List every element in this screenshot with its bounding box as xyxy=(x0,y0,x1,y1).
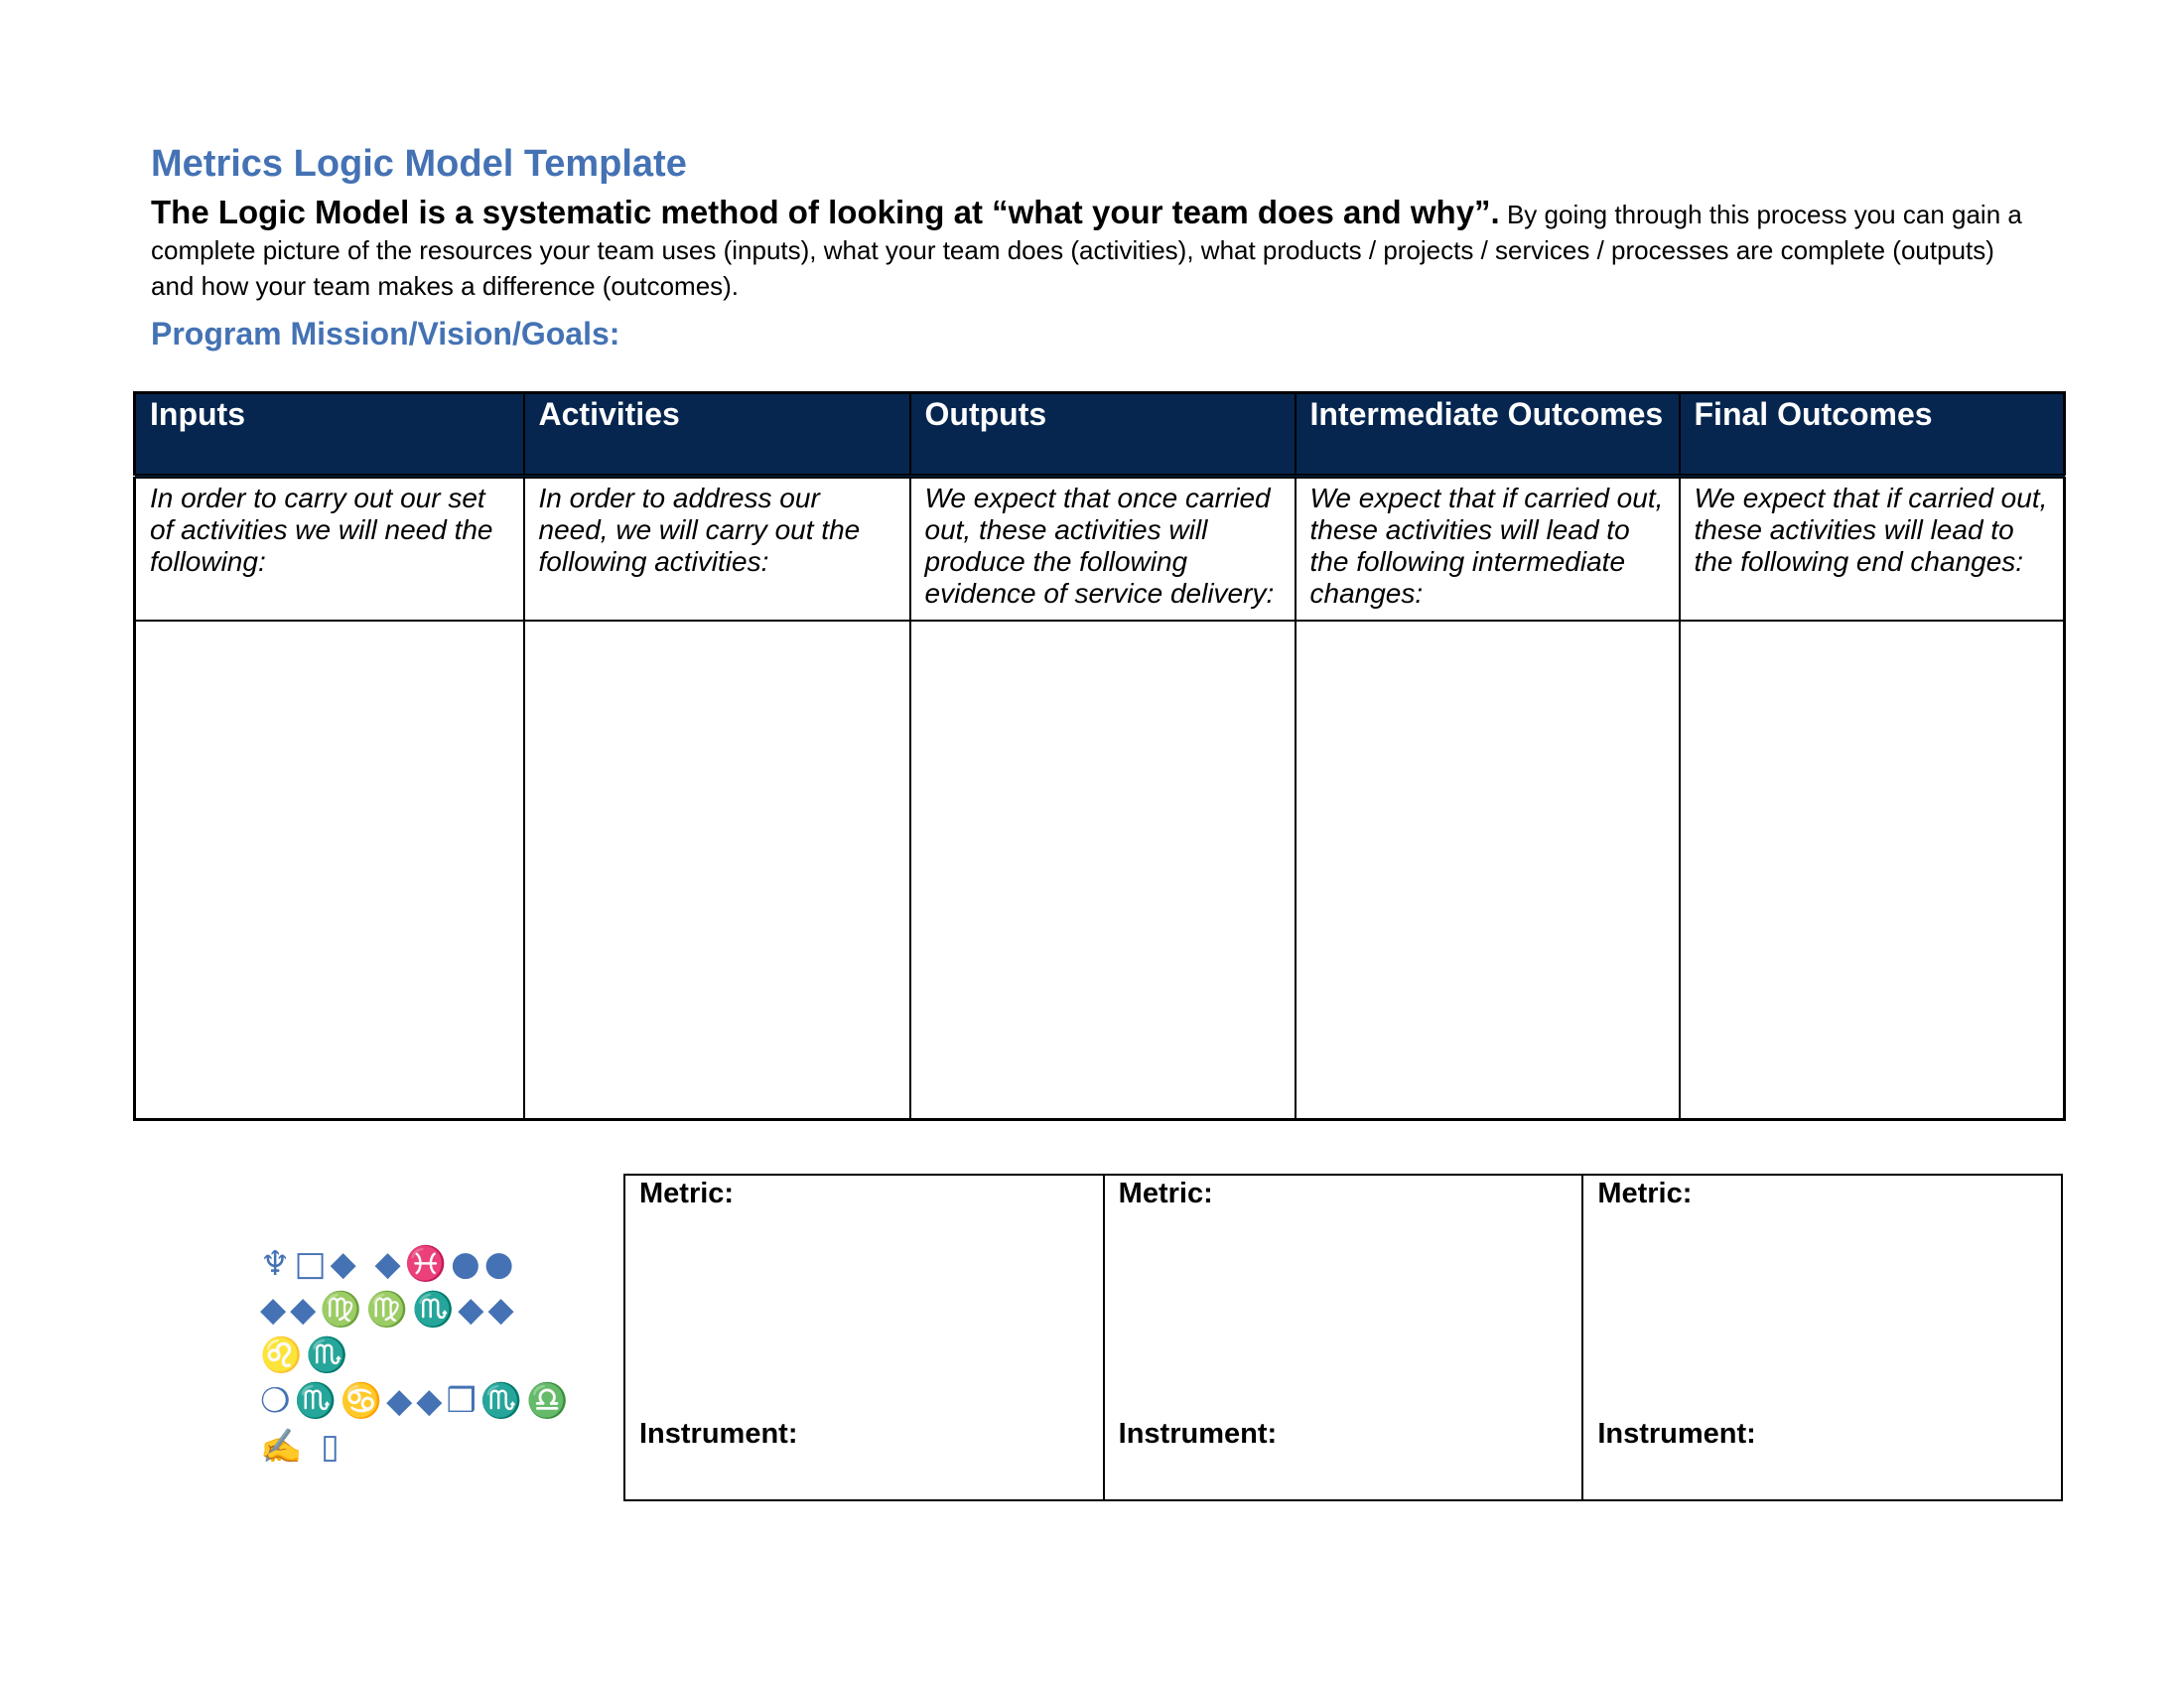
entry-cell-inputs[interactable] xyxy=(135,621,524,1120)
metric-label: Metric: xyxy=(1597,1178,1693,1209)
instrument-label: Instrument: xyxy=(639,1418,798,1450)
description-intermediate-outcomes: We expect that if carried out, these activities will lead to the following intermediate changes: xyxy=(1296,477,1680,622)
header-final-outcomes: Final Outcomes xyxy=(1680,393,2065,477)
logic-description-row xyxy=(135,477,2065,622)
description-activities: In order to address our need, we will carry out the following activities: xyxy=(524,477,910,622)
instrument-label: Instrument: xyxy=(1118,1418,1278,1450)
header-outputs: Outputs xyxy=(910,393,1296,477)
logic-model-table xyxy=(133,391,2066,1121)
metrics-table xyxy=(623,1174,2063,1501)
description-final-outcomes: We expect that if carried out, these activities will lead to the following end changes: xyxy=(1680,477,2065,622)
description-outputs: We expect that once carried out, these activities will produce the following evidence of service delivery: xyxy=(910,477,1296,622)
entry-cell-activities[interactable] xyxy=(524,621,910,1120)
header-inputs: Inputs xyxy=(135,393,524,477)
logic-entry-row xyxy=(135,621,2065,1120)
entry-cell-outputs[interactable] xyxy=(910,621,1296,1120)
header-activities: Activities xyxy=(524,393,910,477)
entry-cell-final-outcomes[interactable] xyxy=(1680,621,2065,1120)
metric-cell-3[interactable] xyxy=(1582,1175,2062,1500)
metric-label: Metric: xyxy=(639,1178,735,1209)
logic-header-row xyxy=(135,393,2065,477)
header-intermediate-outcomes: Intermediate Outcomes xyxy=(1296,393,1680,477)
intro-body: By going through this process you can gain a complete picture of the resources your team uses (inputs), what your team does (activities), what products / projects / services / processes are complete (outputs) and how your team makes a difference (outcomes). xyxy=(151,200,2022,301)
intro-paragraph xyxy=(151,195,2037,304)
wingdings-glyph-text-icon: ♆□◆ ◆♓●● ◆◆♍♍♏◆◆ ♌♏ ❍♏♋◆◆❒♏♎ ✍ ▯ xyxy=(260,1244,573,1467)
metric-label: Metric: xyxy=(1118,1178,1213,1209)
program-goals-heading: Program Mission/Vision/Goals: xyxy=(151,316,620,352)
description-inputs: In order to carry out our set of activities we will need the following: xyxy=(135,477,524,622)
page-title: Metrics Logic Model Template xyxy=(151,143,687,185)
metric-cell-2[interactable] xyxy=(1104,1175,1583,1500)
metrics-row xyxy=(624,1175,2062,1500)
intro-lead: The Logic Model is a systematic method of looking at “what your team does and why”. xyxy=(151,194,1500,230)
metric-cell-1[interactable] xyxy=(624,1175,1104,1500)
instrument-label: Instrument: xyxy=(1597,1418,1756,1450)
entry-cell-intermediate-outcomes[interactable] xyxy=(1296,621,1680,1120)
